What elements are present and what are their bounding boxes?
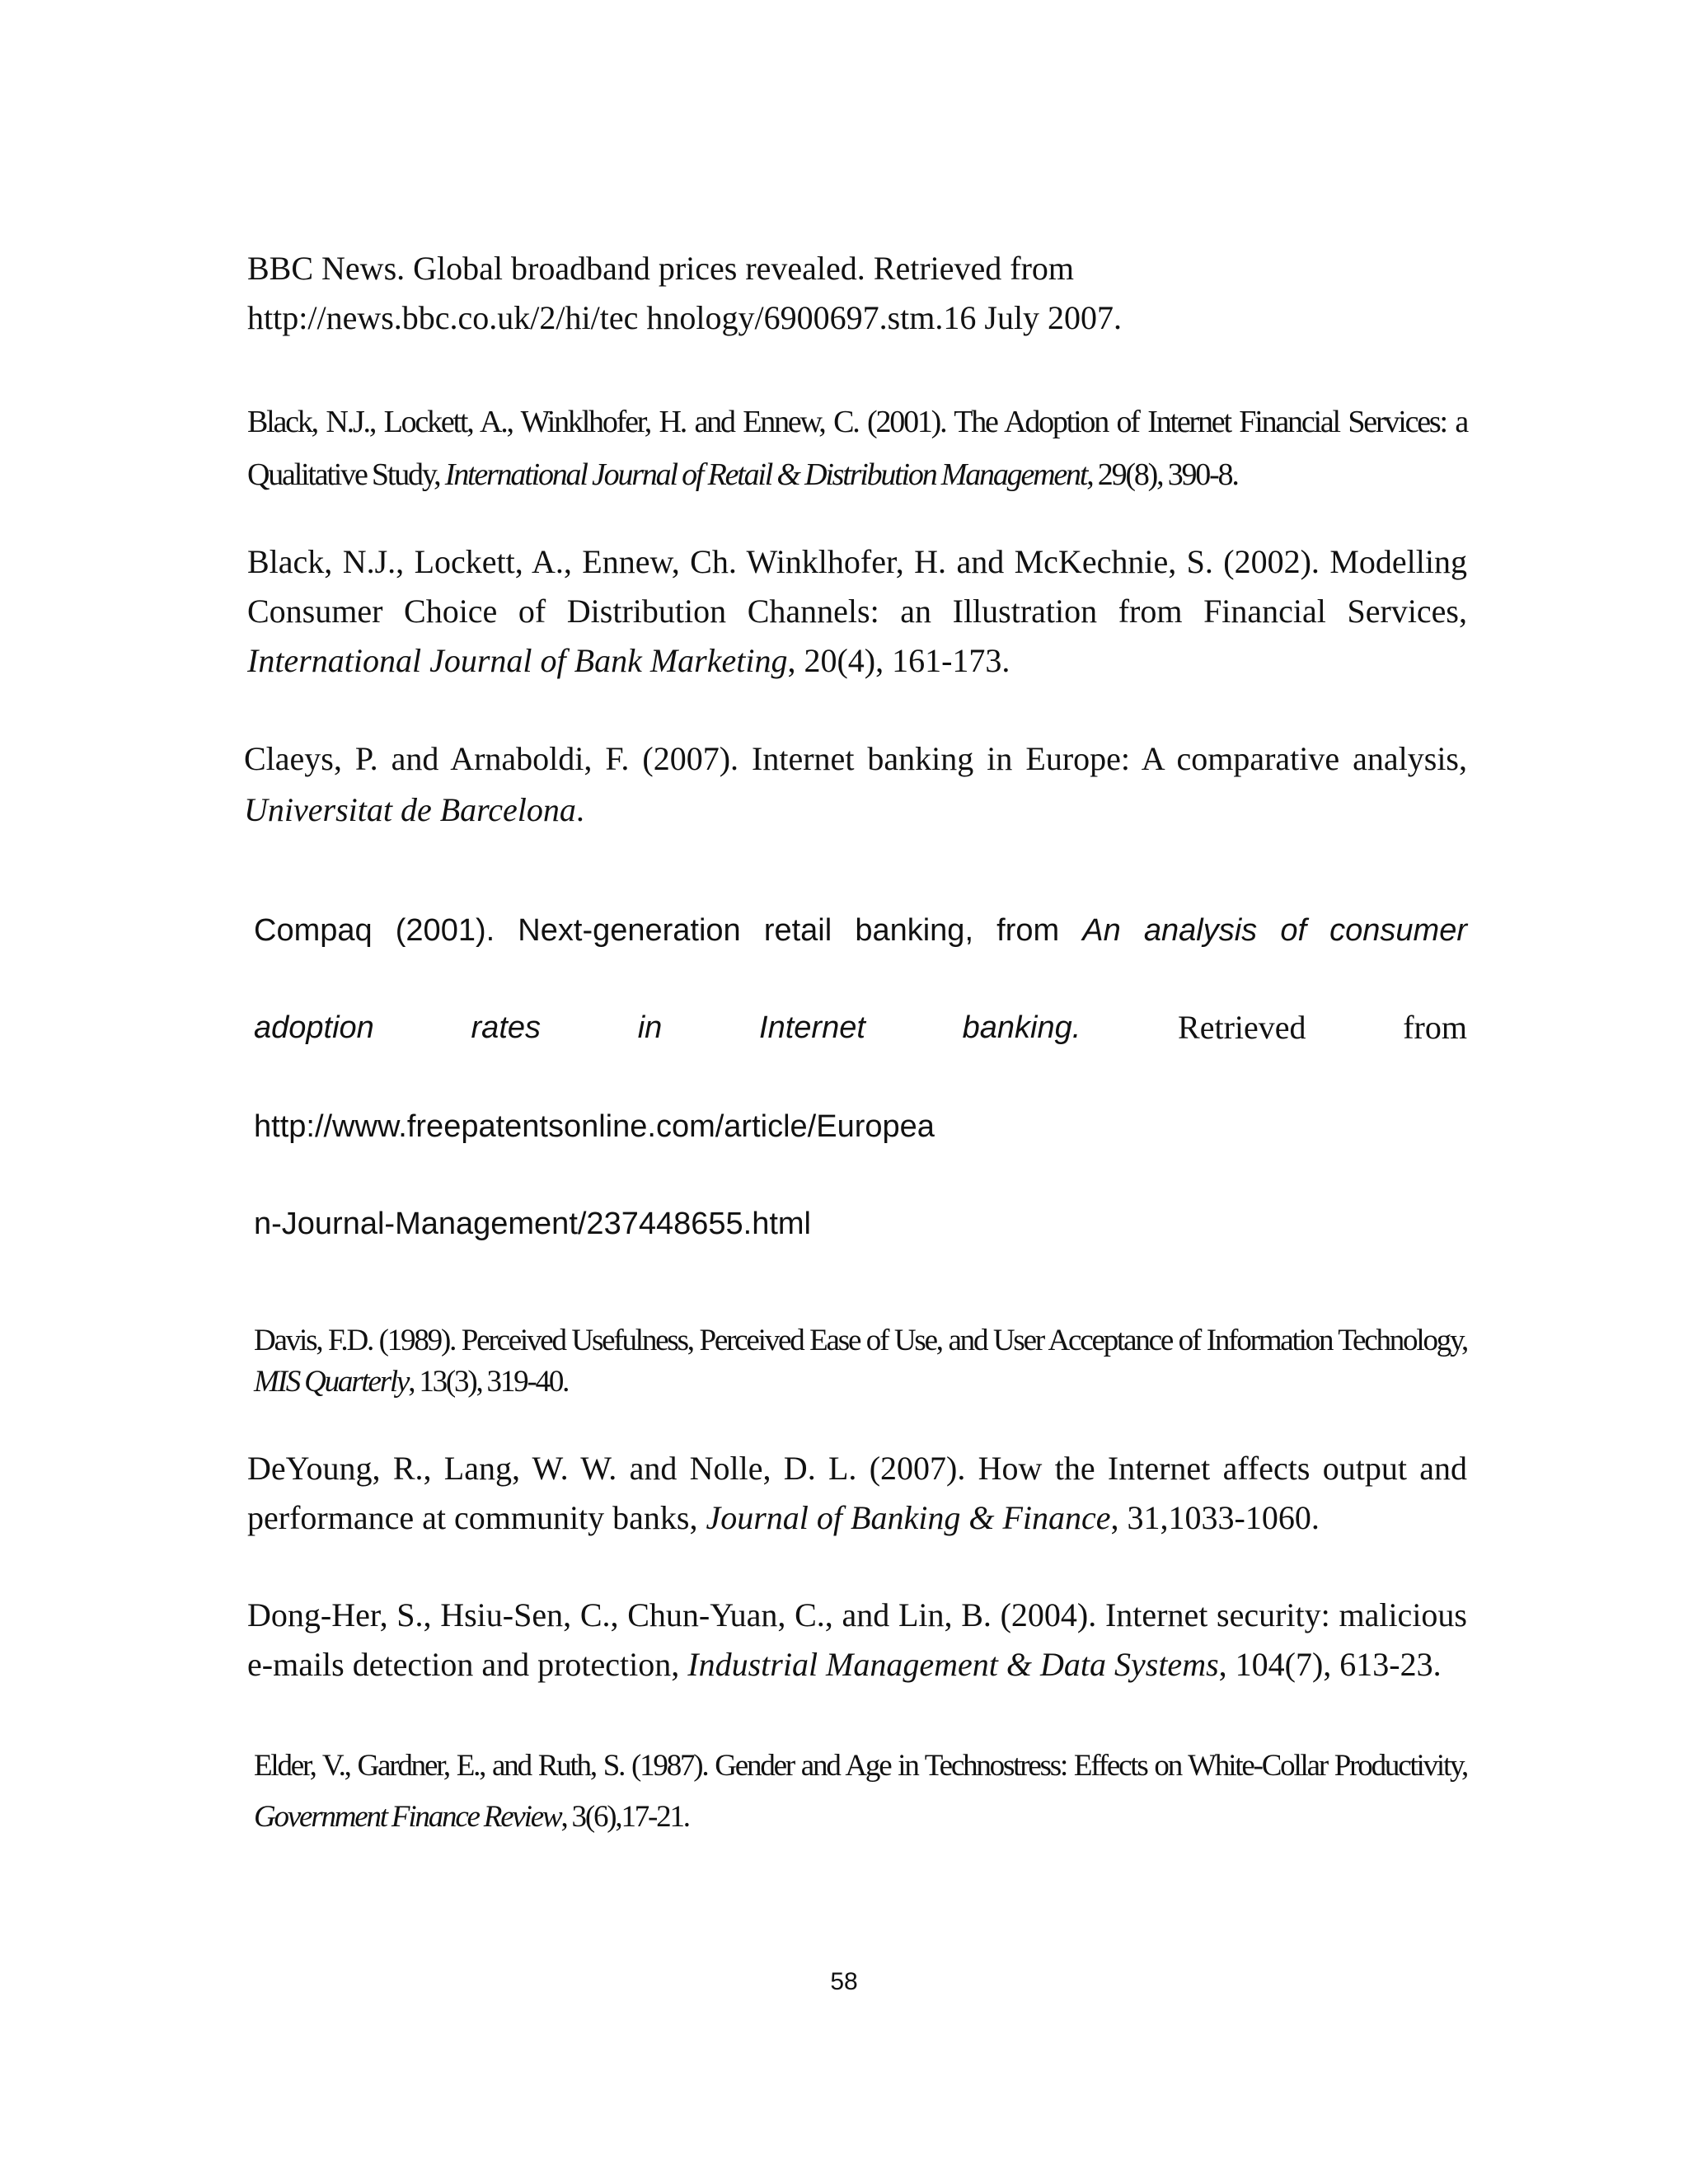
source-title-word: adoption bbox=[254, 1010, 374, 1045]
reference-davis bbox=[254, 1320, 1467, 1403]
reference-text: Black, N.J., Lockett, A., Ennew, Ch. Winklhofer, H. and McKechnie, S. (2002). Modelling Consumer Choice of Distribution Channels: an Illustration from Financial Services, bbox=[247, 543, 1467, 630]
reference-claeys bbox=[244, 733, 1467, 836]
source-title: An analysis of consumer bbox=[1082, 913, 1467, 948]
reference-citation: . bbox=[575, 791, 584, 828]
compaq-url-line-2: n-Journal-Management/237448655.html bbox=[254, 1207, 811, 1241]
reference-citation: , 104(7), 613-23. bbox=[1218, 1646, 1442, 1683]
journal-title: MIS Quarterly bbox=[254, 1365, 409, 1399]
reference-text: Davis, F.D. (1989). Perceived Usefulness, Perceived Ease of Use, and User Acceptance of Information Technology, bbox=[254, 1324, 1467, 1357]
reference-text: DeYoung, R., Lang, W. W. and Nolle, D. L. (2007). How the Internet affects output and performance at community banks, bbox=[247, 1450, 1467, 1536]
reference-citation: , 29(8), 390-8. bbox=[1086, 457, 1238, 492]
reference-citation: , 20(4), 161-173. bbox=[787, 642, 1010, 679]
source-title-word: banking. bbox=[962, 1010, 1081, 1045]
compaq-line-2 bbox=[254, 1007, 1467, 1048]
journal-title: Universitat de Barcelona bbox=[244, 791, 576, 828]
reference-text: Black, N.J., Lockett, A., Winklhofer, H. and Ennew, C. (2001). The Adoption of Internet Financial Services: a Qualitative Study, bbox=[247, 405, 1467, 492]
reference-elder bbox=[254, 1741, 1467, 1843]
reference-text: BBC News. Global broadband prices revealed. Retrieved from http://news.bbc.co.uk/2/hi/tec hnology/6900697.stm.16 July 2007. bbox=[247, 250, 1123, 336]
reference-black-2001 bbox=[247, 396, 1467, 501]
reference-text: Dong-Her, S., Hsiu-Sen, C., Chun-Yuan, C., and Lin, B. (2004). Internet security: malicious e-mails detection and protection, bbox=[247, 1596, 1467, 1683]
reference-bbc-news bbox=[247, 244, 1467, 343]
journal-title: Industrial Management & Data Systems bbox=[687, 1646, 1219, 1683]
source-title-word: Internet bbox=[759, 1010, 865, 1045]
page-number: 58 bbox=[830, 1968, 858, 1995]
reference-deyoung bbox=[247, 1444, 1467, 1543]
reference-text: Claeys, P. and Arnaboldi, F. (2007). Internet banking in Europe: A comparative analysis, bbox=[244, 740, 1467, 777]
reference-dong-her bbox=[247, 1591, 1467, 1690]
journal-title: International Journal of Retail & Distribution Management bbox=[444, 457, 1087, 492]
compaq-url-line-1: http://www.freepatentsonline.com/article/Europea bbox=[254, 1109, 935, 1144]
source-title-word: in bbox=[637, 1010, 663, 1045]
compaq-line-1 bbox=[254, 910, 1467, 951]
reference-citation: , 13(3), 319-40. bbox=[408, 1365, 569, 1399]
retrieved-word: Retrieved bbox=[1178, 1009, 1306, 1046]
journal-title: Journal of Banking & Finance bbox=[706, 1499, 1111, 1536]
reference-black-2002 bbox=[247, 537, 1467, 686]
from-word: from bbox=[1403, 1009, 1467, 1046]
journal-title: International Journal of Bank Marketing bbox=[247, 642, 788, 679]
reference-text: Compaq (2001). Next-generation retail banking, from bbox=[254, 913, 1083, 948]
journal-title: Government Finance Review bbox=[254, 1800, 561, 1834]
reference-text: Elder, V., Gardner, E., and Ruth, S. (1987). Gender and Age in Technostress: Effects on White-Collar Productivity, bbox=[254, 1749, 1467, 1783]
reference-citation: , 3(6),17-21. bbox=[560, 1800, 689, 1834]
reference-citation: , 31,1033-1060. bbox=[1110, 1499, 1320, 1536]
source-title-word: rates bbox=[471, 1010, 542, 1045]
